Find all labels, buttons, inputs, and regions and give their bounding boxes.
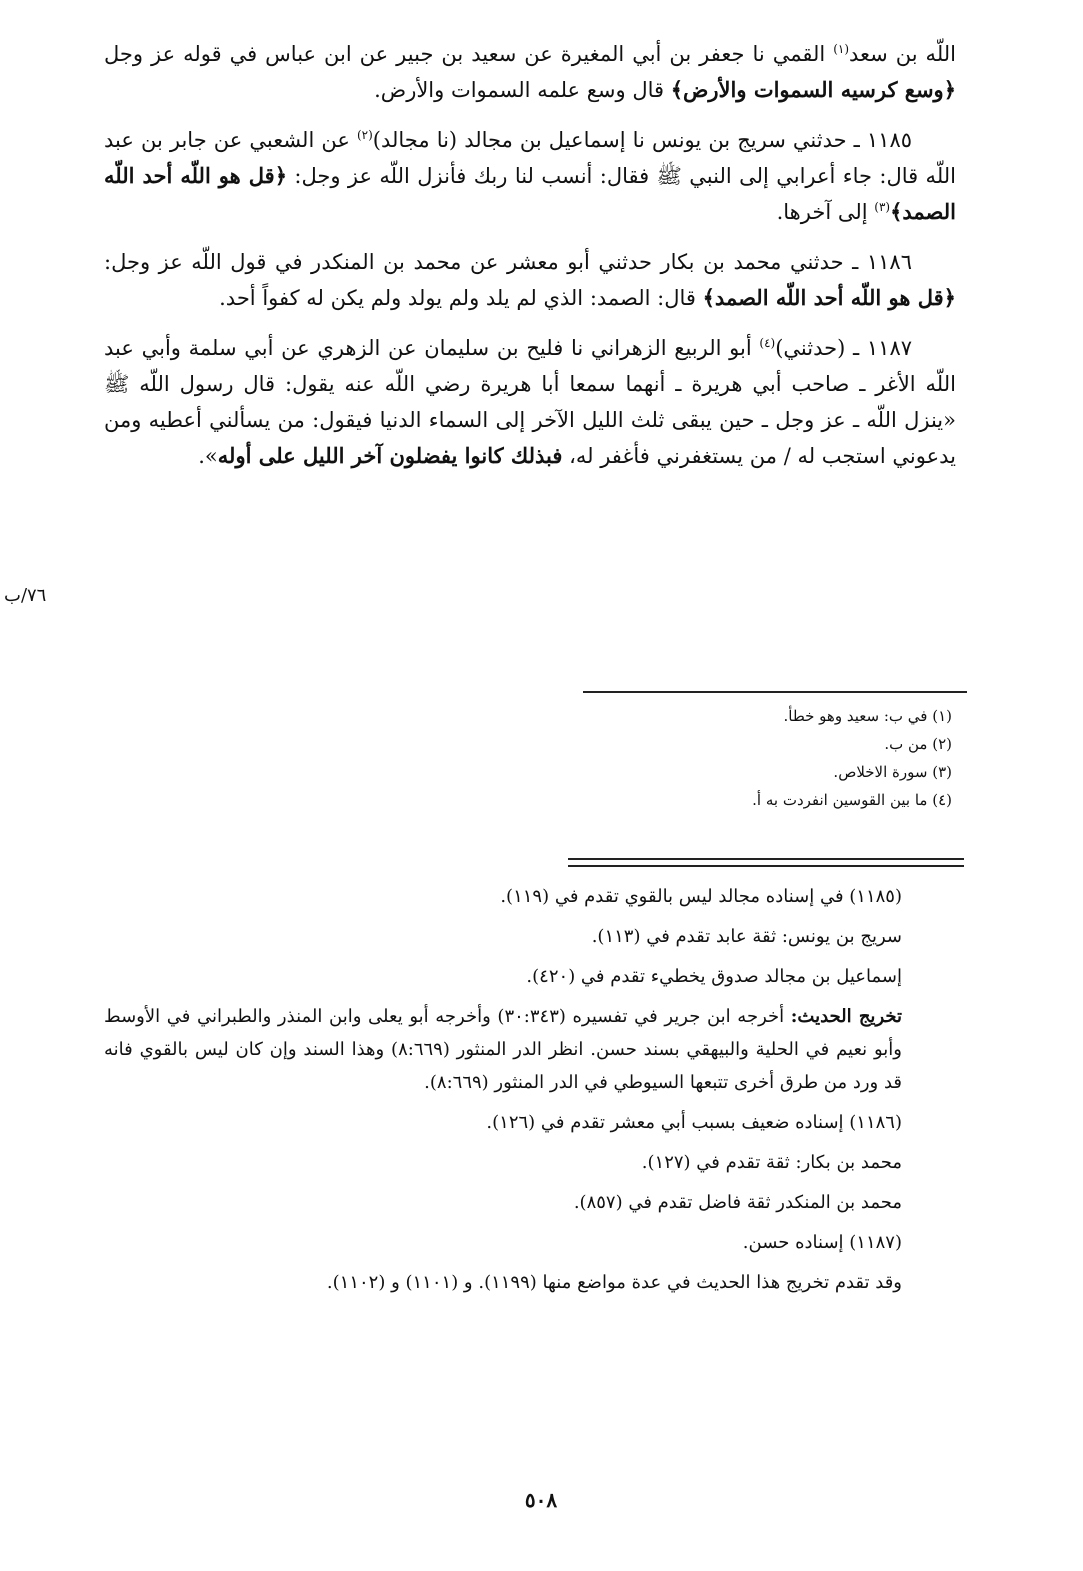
footnote-ref: (١) <box>833 42 850 56</box>
footnotes <box>560 702 952 814</box>
takhrij-text: أخرجه ابن جرير في تفسيره (٣٠:٣٤٣) وأخرجه أبو يعلى وابن المنذر والطبراني في الأوسط وأبو نعيم في الحلية والبيهقي بسند حسن. انظر الدر المنثور (٨:٦٦٩) وهذا السند وإن كان ليس بالقوي فانه قد ورد من طرق أخرى تتبعها السيوطي في الدر المنثور (٨:٦٦٩). <box>104 1006 902 1093</box>
text-run: القمي نا جعفر بن أبي المغيرة عن سعيد بن جبير عن ابن عباس في قوله عز وجل <box>104 42 834 66</box>
page-number: ٥٠٨ <box>524 1488 558 1512</box>
commentary-divider-top <box>568 858 964 860</box>
text-run: ». <box>198 444 218 468</box>
text-run: ١١٨٥ ـ حدثني سريج بن يونس نا إسماعيل بن مجالد (نا مجالد) <box>372 128 913 152</box>
commentary-divider-bottom <box>568 865 964 867</box>
text-run: ١١٨٧ ـ (حدثني) <box>775 336 913 360</box>
commentary-line: وقد تقدم تخريج هذا الحديث في عدة مواضع منها (١١٩٩). و (١١٠١) و (١١٠٢). <box>326 1272 902 1293</box>
text-run: أبو الربيع الزهراني نا فليح بن سليمان عن الزهري عن أبي سلمة وأبي عبد اللّه الأغر ـ صاحب أبي هريرة ـ أنهما سمعا أبا هريرة رضي اللّه عنه يقول: قال رسول اللّه ﷺ «ينزل اللّه ـ عز وجل ـ حين يبقى ثلث الليل الآخر إلى السماء الدنيا فيقول: من يسألني أعطيه ومن يدعوني استجب له / من يستغفرني فأغفر له، <box>104 336 956 468</box>
quran-verse: ﴿قل هو اللّه أحد اللّه الصمد﴾ <box>702 285 956 310</box>
footnote-ref: (٣) <box>874 200 891 214</box>
text-run: إلى آخرها. <box>776 200 875 224</box>
manuscript-folio-marker: ٧٦/ب <box>4 585 47 606</box>
text-run: ١١٨٦ ـ حدثني محمد بن بكار حدثني أبو معشر عن محمد بن المنكدر في قول اللّه عز وجل: <box>104 250 912 274</box>
footnote-divider <box>583 691 967 693</box>
commentary <box>104 880 902 1306</box>
quran-verse: ﴿قل هو اللّه أحد اللّه الصمد﴾ <box>104 163 956 224</box>
footnote: (٣) سورة الاخلاص. <box>833 763 952 781</box>
commentary-line: محمد بن المنكدر ثقة فاضل تقدم في (٨٥٧). <box>573 1192 902 1213</box>
commentary-line: (١١٨٧) إسناده حسن. <box>742 1232 902 1253</box>
paragraph-continuation <box>104 36 956 108</box>
hadith-1185 <box>104 122 956 230</box>
text-run: قال وسع علمه السموات والأرض. <box>374 78 671 102</box>
takhrij-label: تخريج الحديث: <box>790 1006 903 1027</box>
footnote: (٢) من ب. <box>884 735 952 753</box>
quran-verse: ﴿وسع كرسيه السموات والأرض﴾ <box>670 77 956 102</box>
commentary-takhrij <box>104 1000 902 1099</box>
hadith-1187 <box>104 330 956 474</box>
main-text <box>104 36 956 488</box>
commentary-line: محمد بن بكار: ثقة تقدم في (١٢٧). <box>641 1152 902 1173</box>
hadith-1186 <box>104 244 956 316</box>
commentary-line: (١١٨٦) إسناده ضعيف بسبب أبي معشر تقدم في (١٢٦). <box>486 1112 902 1133</box>
commentary-line: سريج بن يونس: ثقة عابد تقدم في (١١٣). <box>591 926 902 947</box>
text-run: اللّه بن سعد <box>849 42 957 66</box>
footnote: (٤) ما بين القوسين انفردت به أ. <box>752 791 952 809</box>
footnote-ref: (٤) <box>759 336 776 350</box>
text-run: قال: الصمد: الذي لم يلد ولم يولد ولم يكن له كفواً أحد. <box>219 286 703 310</box>
commentary-line: إسماعيل بن مجالد صدوق يخطيء تقدم في (٤٢٠). <box>526 966 902 987</box>
commentary-line: (١١٨٥) في إسناده مجالد ليس بالقوي تقدم في (١١٩). <box>500 886 902 907</box>
footnote: (١) في ب: سعيد وهو خطأ. <box>783 707 952 725</box>
emphasized-text: فبذلك كانوا يفضلون آخر الليل على أوله <box>217 443 563 468</box>
text-run: عن الشعبي عن جابر بن عبد اللّه قال: جاء أعرابي إلى النبي ﷺ فقال: أنسب لنا ربك فأنزل اللّه عز وجل: <box>104 128 956 188</box>
footnote-ref: (٢) <box>356 128 373 142</box>
